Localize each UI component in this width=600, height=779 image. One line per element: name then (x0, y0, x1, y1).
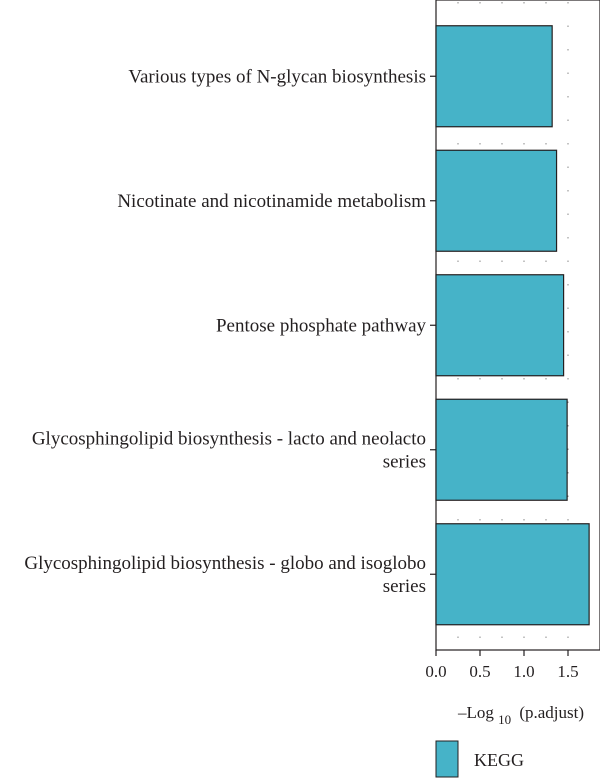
y-axis-ticks (430, 76, 436, 574)
category-label-line: Nicotinate and nicotinamide metabolism (117, 190, 426, 212)
x-tick-label: 0.5 (469, 662, 491, 681)
x-tick-label: 0.0 (425, 662, 447, 681)
category-label-line: Glycosphingolipid biosynthesis - globo and isoglobo (24, 552, 426, 574)
category-label-line: Glycosphingolipid biosynthesis - lacto and neolacto (31, 428, 426, 450)
x-axis-title (457, 703, 584, 728)
category-label (32, 428, 426, 472)
x-tick-label: 1.0 (513, 662, 535, 681)
x-axis-title-tail: (p.adjust) (519, 703, 585, 722)
bar (436, 26, 552, 127)
x-tick-label: 1.5 (557, 662, 579, 681)
legend-label-kegg: KEGG (474, 750, 524, 770)
x-axis-title-subscript: 10 (498, 712, 512, 727)
x-axis-title-main: –Log (457, 703, 494, 722)
category-label (128, 66, 426, 87)
bar (436, 150, 557, 251)
bar (436, 399, 567, 500)
bar (436, 275, 564, 376)
category-label-line: Various types of N-glycan biosynthesis (128, 66, 426, 88)
category-label-line: series (382, 575, 426, 597)
category-label (24, 553, 426, 597)
legend (436, 741, 524, 777)
category-label-line: Pentose phosphate pathway (215, 315, 426, 337)
legend-swatch-kegg (436, 741, 458, 777)
x-axis-ticks (425, 650, 578, 681)
category-label (216, 315, 427, 336)
category-label-line: series (382, 451, 426, 473)
bar (436, 524, 589, 625)
category-label (117, 191, 426, 212)
category-labels (24, 66, 426, 597)
